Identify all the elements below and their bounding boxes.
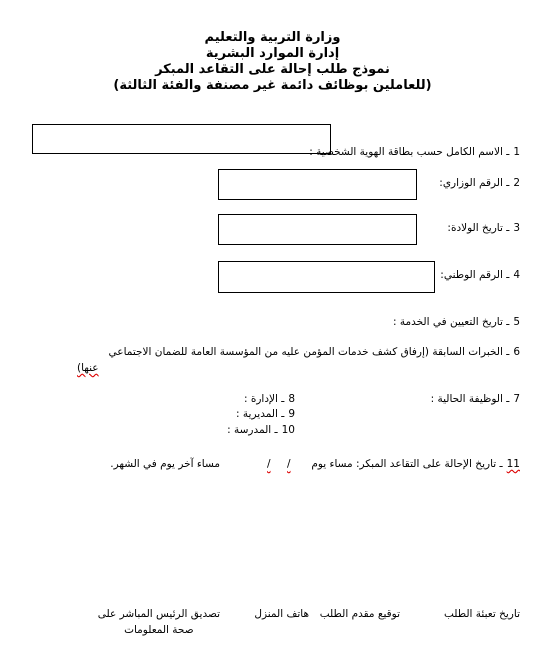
- ministry-name: وزارة التربية والتعليم: [204, 30, 341, 45]
- footer-label: تاريخ تعبئة الطلب: [443, 608, 520, 620]
- ministry-number-input-box[interactable]: [218, 169, 417, 200]
- footer-fill-date: [444, 608, 520, 620]
- field-national-number: [440, 269, 520, 281]
- field-label: ـ المديرية :: [236, 408, 285, 420]
- field-label: ـ الاسم الكامل حسب بطاقة الهوية الشخصية :: [309, 146, 510, 158]
- field-label: مساء آخر يوم في الشهر.: [110, 458, 220, 470]
- department-name: إدارة الموارد البشرية: [205, 46, 340, 61]
- field-number: 11: [506, 458, 520, 470]
- field-label: ـ الرقم الوزاري:: [439, 177, 510, 189]
- footer-label: توقيع مقدم الطلب: [319, 608, 400, 620]
- date-slash: /: [287, 458, 291, 470]
- field-previous-experience: [109, 346, 520, 358]
- footer-label: صحة المعلومات: [124, 624, 194, 636]
- field-number: 8: [288, 393, 295, 405]
- field-label-continued: عنها): [77, 362, 99, 374]
- field-school: [227, 424, 295, 436]
- footer-label: هاتف المنزل: [254, 608, 309, 620]
- field-full-name: [309, 146, 520, 158]
- field-label: ـ الرقم الوطني:: [440, 269, 510, 281]
- form-header: [0, 30, 545, 94]
- field-number: 7: [513, 393, 520, 405]
- field-directorate: [236, 408, 295, 420]
- field-label: ـ المدرسة :: [227, 424, 278, 436]
- footer-supervisor-approval: [98, 608, 220, 636]
- field-retirement-tail: [110, 458, 220, 470]
- field-birth-date: [447, 222, 520, 234]
- form-subtitle: (للعاملين بوظائف دائمة غير مصنفة والفئة الثالثة): [113, 78, 432, 93]
- field-label: ـ تاريخ الإحالة على التقاعد المبكر: مساء يوم: [311, 458, 503, 470]
- field-retirement-date: [311, 458, 520, 470]
- field-number: 1: [513, 146, 520, 158]
- field-previous-experience-continued: [65, 362, 520, 374]
- field-label: ـ تاريخ الولادة:: [447, 222, 510, 234]
- field-ministry-number: [439, 177, 520, 189]
- field-label: ـ تاريخ التعيين في الخدمة :: [393, 316, 510, 328]
- field-label: ـ الوظيفة الحالية :: [430, 393, 510, 405]
- date-slash: /: [267, 458, 271, 470]
- birth-date-input-box[interactable]: [218, 214, 417, 245]
- field-number: 6: [513, 346, 520, 358]
- field-administration: [244, 393, 295, 405]
- field-number: 5: [513, 316, 520, 328]
- field-number: 9: [288, 408, 295, 420]
- field-number: 4: [513, 269, 520, 281]
- field-label: ـ الخبرات السابقة (إرفاق كشف خدمات المؤمن عليه من المؤسسة العامة للضمان الاجتماعي: [108, 346, 510, 358]
- field-appointment-date: [393, 316, 520, 328]
- footer-applicant-signature: [320, 608, 400, 620]
- footer-label: تصديق الرئيس المباشر على: [97, 608, 220, 620]
- field-number: 3: [513, 222, 520, 234]
- field-number: 2: [513, 177, 520, 189]
- full-name-input-box[interactable]: [32, 124, 331, 154]
- field-current-job: [431, 393, 520, 405]
- field-number: 10: [281, 424, 295, 436]
- form-title: نموذج طلب إحالة على التقاعد المبكر: [155, 62, 390, 77]
- footer-home-phone: [254, 608, 309, 620]
- field-label: ـ الإدارة :: [243, 393, 285, 405]
- national-number-input-box[interactable]: [218, 261, 435, 293]
